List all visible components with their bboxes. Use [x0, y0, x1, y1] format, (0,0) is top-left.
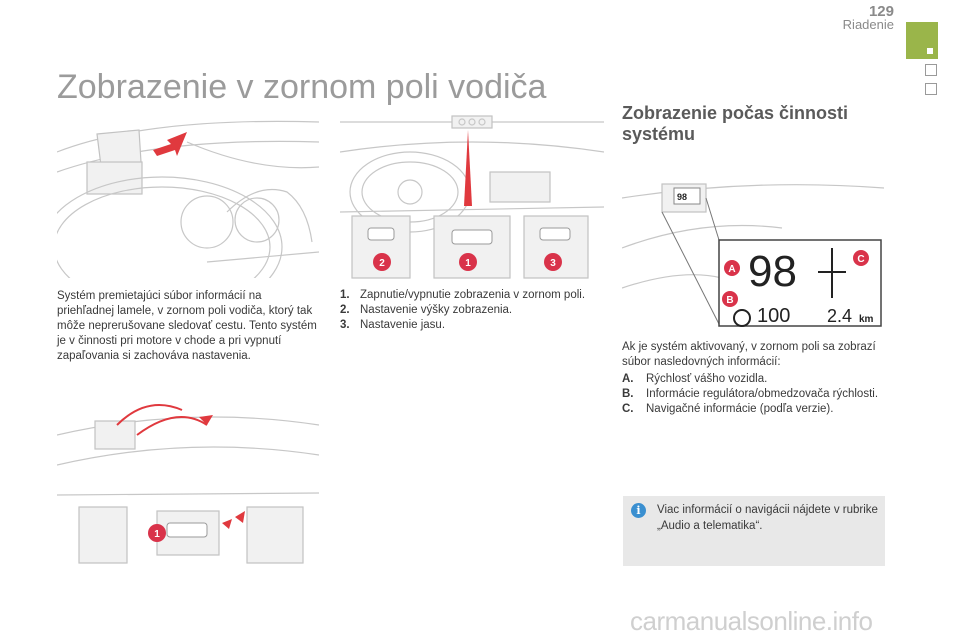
- nav-square: [925, 64, 937, 76]
- intro-paragraph: Systém premietajúci súbor informácií na priehľadnej lamele, v zornom poli vodiča, ktorý tak môže neprerušovane sledovať cestu. Tento systém je v činnosti pri motore v chode a pri vypnutí zapaľovania si zachováva nastavenia.: [57, 290, 317, 362]
- lamella-illustration: [57, 395, 319, 567]
- watermark: carmanualsonline.info: [630, 606, 873, 636]
- info-icon: i: [631, 503, 646, 518]
- hud-display-illustration: [622, 158, 884, 328]
- list-item: C. Navigačné informácie (podľa verzie).: [622, 403, 834, 415]
- distance-value: 2.4: [827, 306, 853, 326]
- chapter-tab: [906, 22, 938, 59]
- display-list: [622, 372, 884, 417]
- page-title: Zobrazenie v zornom poli vodiča: [57, 68, 547, 106]
- small-speed: 98: [677, 192, 688, 202]
- list-item: A. Rýchlosť vášho vozidla.: [622, 373, 768, 385]
- list-item: 3. Nastavenie jasu.: [340, 319, 446, 331]
- list-item: 1. Zapnutie/vypnutie zobrazenia v zornom poli.: [340, 289, 586, 301]
- chapter-label: Riadenie: [842, 17, 894, 32]
- controls-list: [340, 288, 606, 333]
- list-item: B. Informácie regulátora/obmedzovača rýchlosti.: [622, 388, 879, 400]
- display-intro: Ak je systém aktivovaný, v zornom poli sa zobrazí súbor nasledovných informácií:: [622, 341, 876, 368]
- info-text: Viac informácií o navigácii nájdete v rubrike „Audio a telematika“.: [657, 504, 878, 532]
- label-a: A: [728, 264, 736, 275]
- callout-3: 3: [550, 258, 556, 269]
- callout-1: 1: [465, 258, 471, 269]
- label-c: C: [857, 254, 865, 265]
- distance-unit: km: [859, 314, 874, 325]
- speed-limit: 100: [757, 305, 791, 327]
- speed-value: 98: [748, 247, 797, 296]
- list-item: 2. Nastavenie výšky zobrazenia.: [340, 304, 513, 316]
- section-heading: Zobrazenie počas činnosti systému: [622, 103, 849, 144]
- label-b: B: [726, 295, 734, 306]
- callout-1-bottom: 1: [154, 529, 160, 540]
- page-number: 129: [868, 3, 894, 20]
- nav-square: [925, 83, 937, 95]
- dashboard-illustration: [57, 112, 319, 278]
- cockpit-illustration: [340, 112, 604, 282]
- callout-2: 2: [379, 258, 385, 269]
